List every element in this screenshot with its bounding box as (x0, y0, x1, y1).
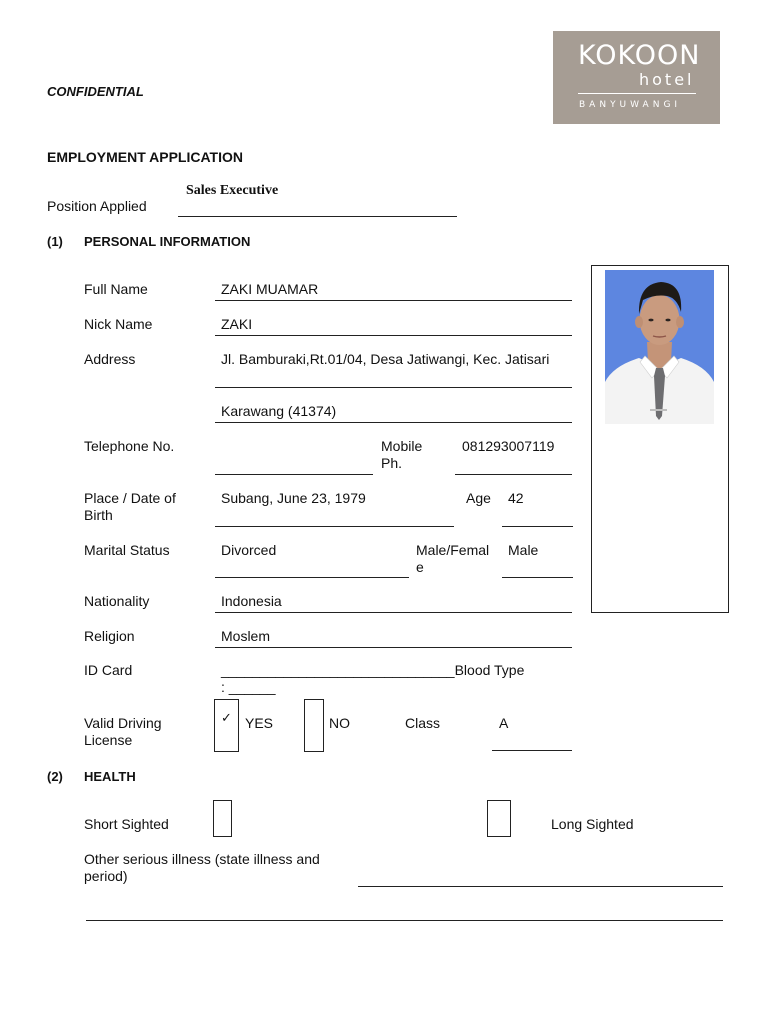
birth-value[interactable]: Subang, June 23, 1979 (221, 490, 366, 506)
address-underline-2 (215, 422, 572, 423)
logo-divider (578, 93, 696, 94)
birth-label: Place / Date of Birth (84, 490, 176, 523)
gender-value[interactable]: Male (508, 542, 539, 558)
logo-type: hotel (639, 70, 695, 89)
license-no-checkbox[interactable] (304, 699, 324, 752)
license-class-label: Class (405, 715, 441, 731)
position-label: Position Applied (47, 198, 147, 214)
applicant-photo (605, 270, 714, 424)
license-yes-label: YES (245, 715, 274, 731)
age-value[interactable]: 42 (508, 490, 524, 506)
license-yes-checkbox[interactable] (214, 699, 239, 752)
marital-underline (215, 577, 409, 578)
mobile-label: Mobile Ph. (381, 438, 423, 471)
address-label: Address (84, 351, 136, 367)
religion-label: Religion (84, 628, 135, 644)
religion-underline (215, 647, 572, 648)
id-card-blood-type[interactable]: ______________________________Blood Type : ______ (221, 662, 525, 695)
address-line2[interactable]: Karawang (41374) (221, 403, 337, 419)
hotel-logo (553, 31, 720, 124)
license-class-value[interactable]: A (499, 715, 509, 731)
marital-value[interactable]: Divorced (221, 542, 277, 558)
long-sighted-checkbox[interactable] (487, 800, 511, 837)
check-icon: ✓ (221, 710, 232, 725)
full-name-value[interactable]: ZAKI MUAMAR (221, 281, 319, 297)
gender-label: Male/Female (416, 542, 490, 575)
section2-number: (2) (47, 769, 63, 784)
marital-label: Marital Status (84, 542, 170, 558)
age-label: Age (466, 490, 491, 506)
address-line1[interactable]: Jl. Bamburaki,Rt.01/04, Desa Jatiwangi, Kec. Jatisari (221, 351, 550, 367)
nick-name-underline (215, 335, 572, 336)
nick-name-label: Nick Name (84, 316, 153, 332)
telephone-underline (215, 474, 373, 475)
other-illness-underline[interactable] (358, 886, 723, 887)
logo-brand: KOKOON (578, 40, 701, 71)
license-class-underline (492, 750, 572, 751)
age-underline (502, 526, 573, 527)
short-sighted-label: Short Sighted (84, 816, 169, 832)
section1-number: (1) (47, 234, 63, 249)
nick-name-value[interactable]: ZAKI (221, 316, 253, 332)
telephone-label: Telephone No. (84, 438, 175, 454)
nationality-underline (215, 612, 572, 613)
position-value[interactable]: Sales Executive (186, 183, 279, 198)
other-illness-underline-2[interactable] (86, 920, 723, 921)
section1-heading: PERSONAL INFORMATION (84, 234, 251, 249)
mobile-underline (455, 474, 572, 475)
confidential-label: CONFIDENTIAL (47, 84, 144, 99)
id-card-label: ID Card (84, 662, 133, 678)
long-sighted-label: Long Sighted (551, 816, 634, 832)
birth-underline (215, 526, 454, 527)
driving-label: Valid Driving License (84, 715, 162, 748)
short-sighted-checkbox[interactable] (213, 800, 232, 837)
nationality-label: Nationality (84, 593, 150, 609)
gender-underline (502, 577, 573, 578)
religion-value[interactable]: Moslem (221, 628, 271, 644)
full-name-label: Full Name (84, 281, 148, 297)
logo-city: BANYUWANGI (579, 100, 682, 110)
section2-heading: HEALTH (84, 769, 136, 784)
address-underline-1 (215, 387, 572, 388)
other-illness-label: Other serious illness (state illness and period) (84, 851, 320, 884)
photo-frame (591, 265, 729, 613)
mobile-value[interactable]: 081293007119 (462, 438, 555, 454)
full-name-underline (215, 300, 572, 301)
position-underline (178, 216, 457, 217)
license-no-label: NO (329, 715, 350, 731)
nationality-value[interactable]: Indonesia (221, 593, 282, 609)
form-title: EMPLOYMENT APPLICATION (47, 149, 243, 165)
